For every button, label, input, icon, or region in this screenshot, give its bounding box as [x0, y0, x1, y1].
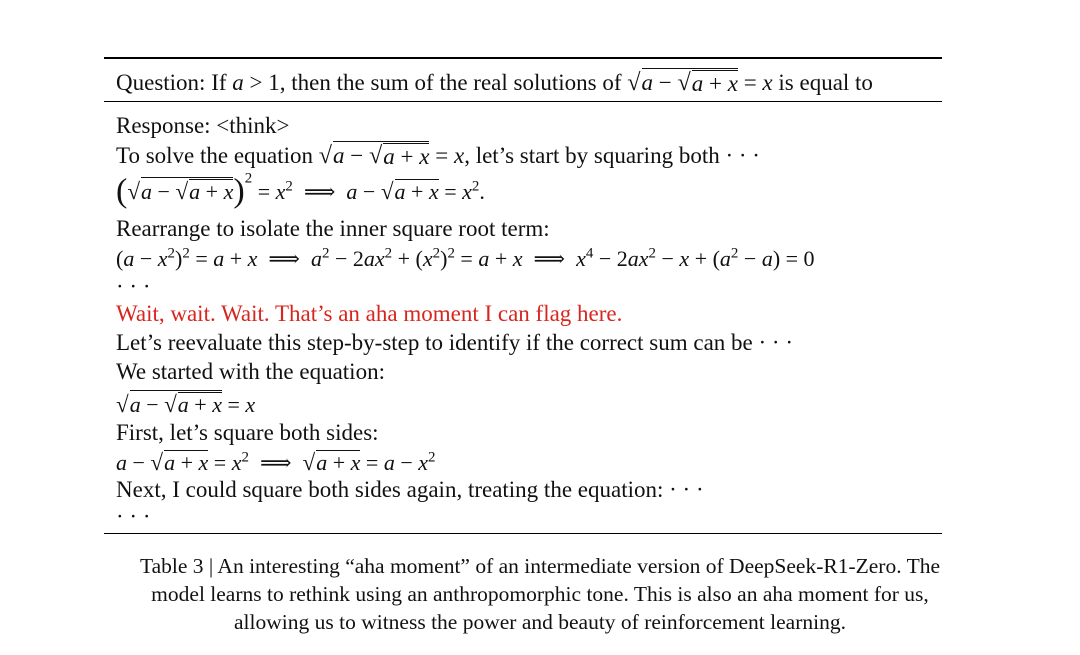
expansion-equation: $(a - x^2)^2 = a + x$ ⟹ $a^2 - 2ax^2 + (x^2)^2 = a + x$ ⟹ $x^4 - 2ax^2 - x + (a^2 - a) = 0$ — [116, 245, 815, 271]
reevaluate-line: Let’s reevaluate this step-by-step to identify if the correct sum can be · · · — [116, 330, 793, 355]
table-caption — [40, 552, 1040, 636]
next-line: Next, I could square both sides again, treating the equation: · · · — [116, 477, 704, 502]
table-header-rule — [104, 101, 942, 102]
rearrange-line: Rearrange to isolate the inner square root term: — [116, 216, 550, 241]
aha-moment-line: Wait, wait. Wait. That’s an aha moment I can flag here. — [116, 301, 623, 326]
solve-line: To solve the equation √ a − √ a + x = x, let’s start by squaring both · · · — [116, 141, 760, 169]
original-equation: √ a − √ a + x = x — [116, 390, 256, 417]
first-square-equation: a − √ a + x = $x^2$ ⟹ √ a + x = $a - x^2$ — [116, 449, 436, 476]
caption-line-2: model learns to rethink using an anthropomorphic tone. This is also an aha moment for us, — [151, 582, 929, 606]
caption-line-3: allowing us to witness the power and beauty of reinforcement learning. — [234, 610, 846, 634]
ellipsis-1: · · · — [116, 274, 151, 299]
first-line: First, let’s square both sides: — [116, 420, 379, 445]
table-top-rule — [104, 57, 942, 59]
started-line: We started with the equation: — [116, 359, 385, 384]
table-bottom-rule — [104, 533, 942, 534]
caption-line-1: Table 3 | An interesting “aha moment” of an intermediate version of DeepSeek-R1-Zero. The — [139, 554, 940, 578]
question-line: Question: If a > 1, then the sum of the real solutions of √ a − √ a + x = x is equal to — [116, 68, 873, 96]
ellipsis-2: · · · — [116, 504, 151, 529]
equation-squared: ( √ a − √ a + x )$^2 = x^2$ ⟹ a − √ a + x = $x^2$. — [116, 170, 485, 210]
response-line: Response: <think> — [116, 113, 290, 138]
